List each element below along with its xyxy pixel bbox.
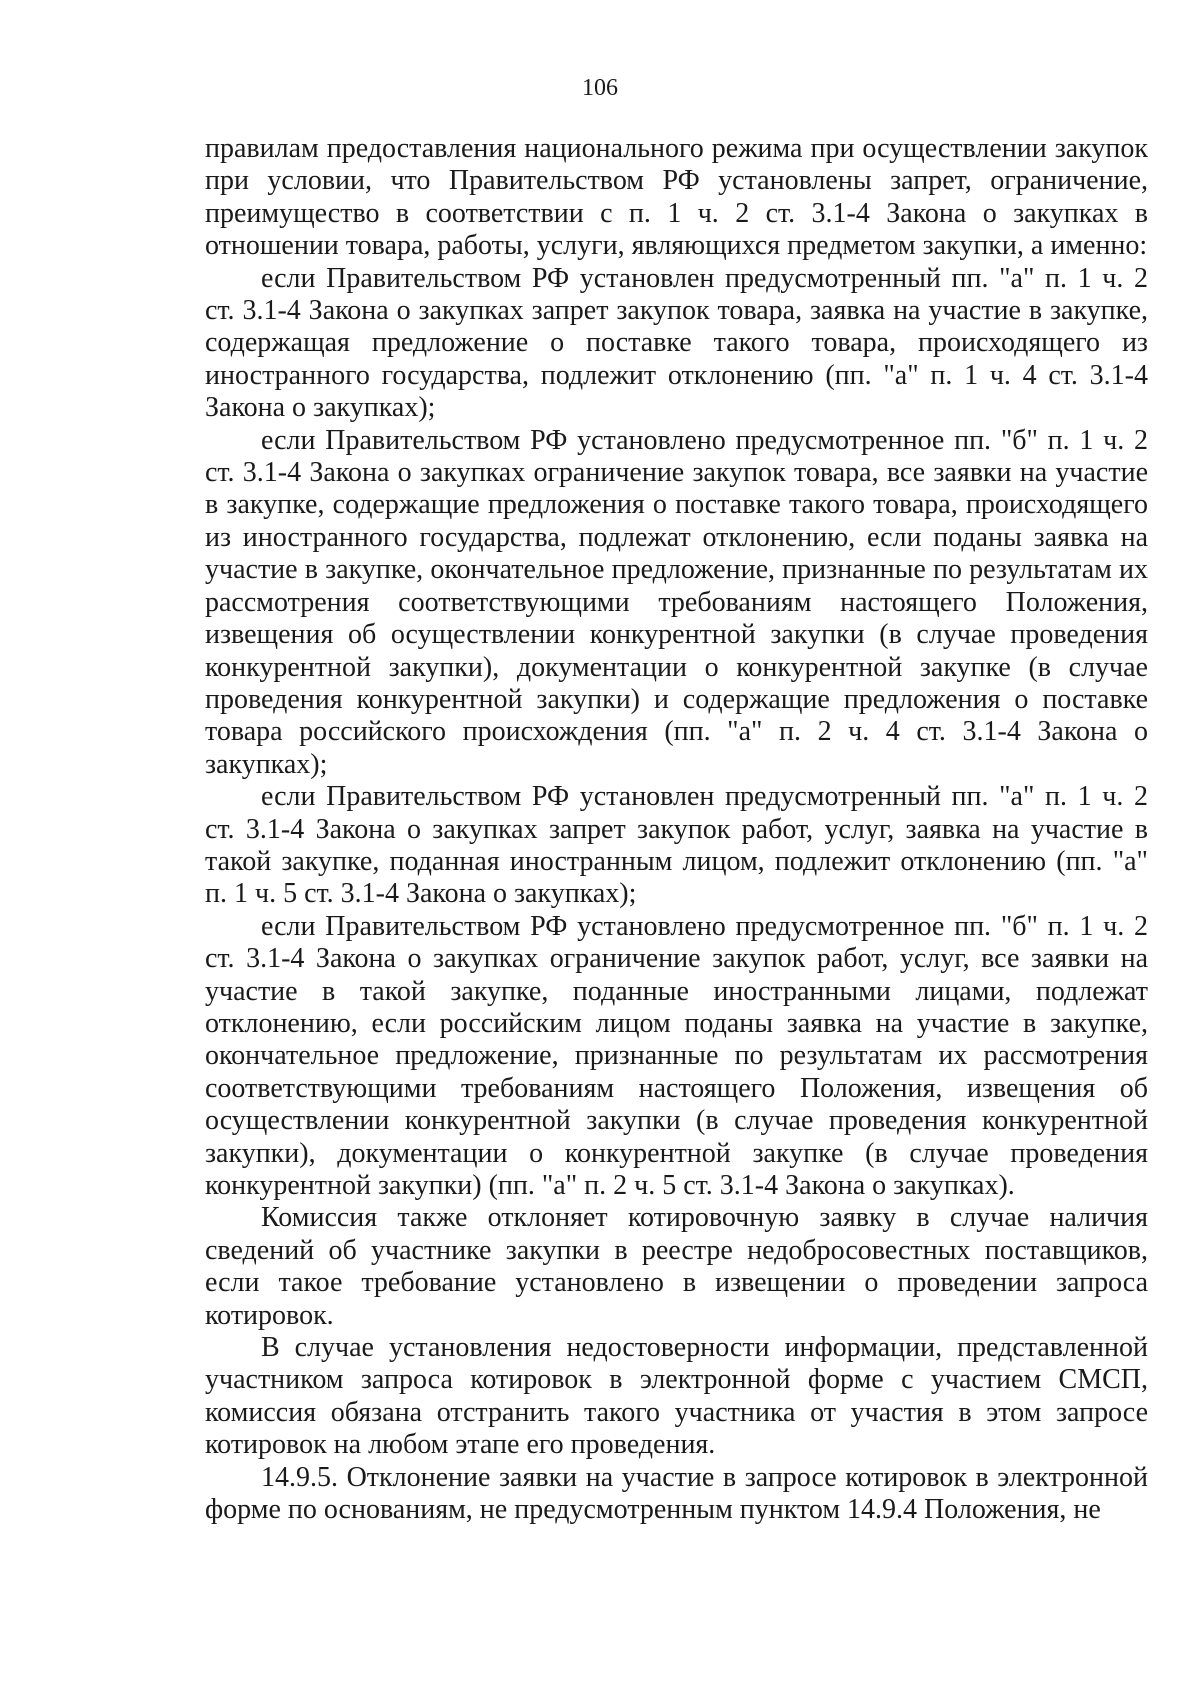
paragraph-14-9-5: 14.9.5. Отклонение заявки на участие в запросе котировок в электронной форме по основаниям, не предусмотренным пунктом 14.9.4 Положения, не — [205, 1461, 1148, 1526]
paragraph-goods-restriction: если Правительством РФ установлено предусмотренное пп. "б" п. 1 ч. 2 ст. 3.1-4 Закона о закупках ограничение закупок товара, все заявки на участие в закупке, содержащие предложения о поставке такого товара, происходящего из иностранного государства, подлежат отклонению, если поданы заявка на участие в закупке, окончательное предложение, признанные по результатам их рассмотрения соответствующими требованиям настоящего Положения, извещения об осуществлении конкурентной закупки (в случае проведения конкурентной закупки), документации о конкурентной закупке (в случае проведения конкурентной закупки) и содержащие предложения о поставке товара российского происхождения (пп. "а" п. 2 ч. 4 ст. 3.1-4 Закона о закупках); — [205, 424, 1148, 780]
paragraph-goods-ban: если Правительством РФ установлен предусмотренный пп. "а" п. 1 ч. 2 ст. 3.1-4 Закона о закупках запрет закупок товара, заявка на участие в закупке, содержащая предложение о поставке такого товара, происходящего из иностранного государства, подлежит отклонению (пп. "а" п. 1 ч. 4 ст. 3.1-4 Закона о закупках); — [205, 262, 1148, 424]
page-number: 106 — [582, 75, 618, 101]
paragraph-works-restriction: если Правительством РФ установлено предусмотренное пп. "б" п. 1 ч. 2 ст. 3.1-4 Закона о закупках ограничение закупок работ, услуг, все заявки на участие в такой закупке, поданные иностранными лицами, подлежат отклонению, если российским лицом поданы заявка на участие в закупке, окончательное предложение, признанные по результатам их рассмотрения соответствующими требованиям настоящего Положения, извещения об осуществлении конкурентной закупки (в случае проведения конкурентной закупки), документации о конкурентной закупке (в случае проведения конкурентной закупки) (пп. "а" п. 2 ч. 5 ст. 3.1-4 Закона о закупках). — [205, 910, 1148, 1201]
paragraph-registry-rejection: Комиссия также отклоняет котировочную заявку в случае наличия сведений об участнике закупки в реестре недобросовестных поставщиков, если такое требование установлено в извещении о проведении запроса котировок. — [205, 1202, 1148, 1331]
document-body — [205, 133, 1148, 1526]
paragraph-works-ban: если Правительством РФ установлен предусмотренный пп. "а" п. 1 ч. 2 ст. 3.1-4 Закона о закупках запрет закупок работ, услуг, заявка на участие в такой закупке, поданная иностранным лицом, подлежит отклонению (пп. "а" п. 1 ч. 5 ст. 3.1-4 Закона о закупках); — [205, 781, 1148, 910]
paragraph-unreliable-info: В случае установления недостоверности информации, представленной участником запроса котировок в электронной форме с участием СМСП, комиссия обязана отстранить такого участника от участия в этом запросе котировок на любом этапе его проведения. — [205, 1332, 1148, 1461]
paragraph-continuation: правилам предоставления национального режима при осуществлении закупок при условии, что Правительством РФ установлены запрет, ограничение, преимущество в соответствии с п. 1 ч. 2 ст. 3.1-4 Закона о закупках в отношении товара, работы, услуги, являющихся предметом закупки, а именно: — [205, 133, 1148, 262]
